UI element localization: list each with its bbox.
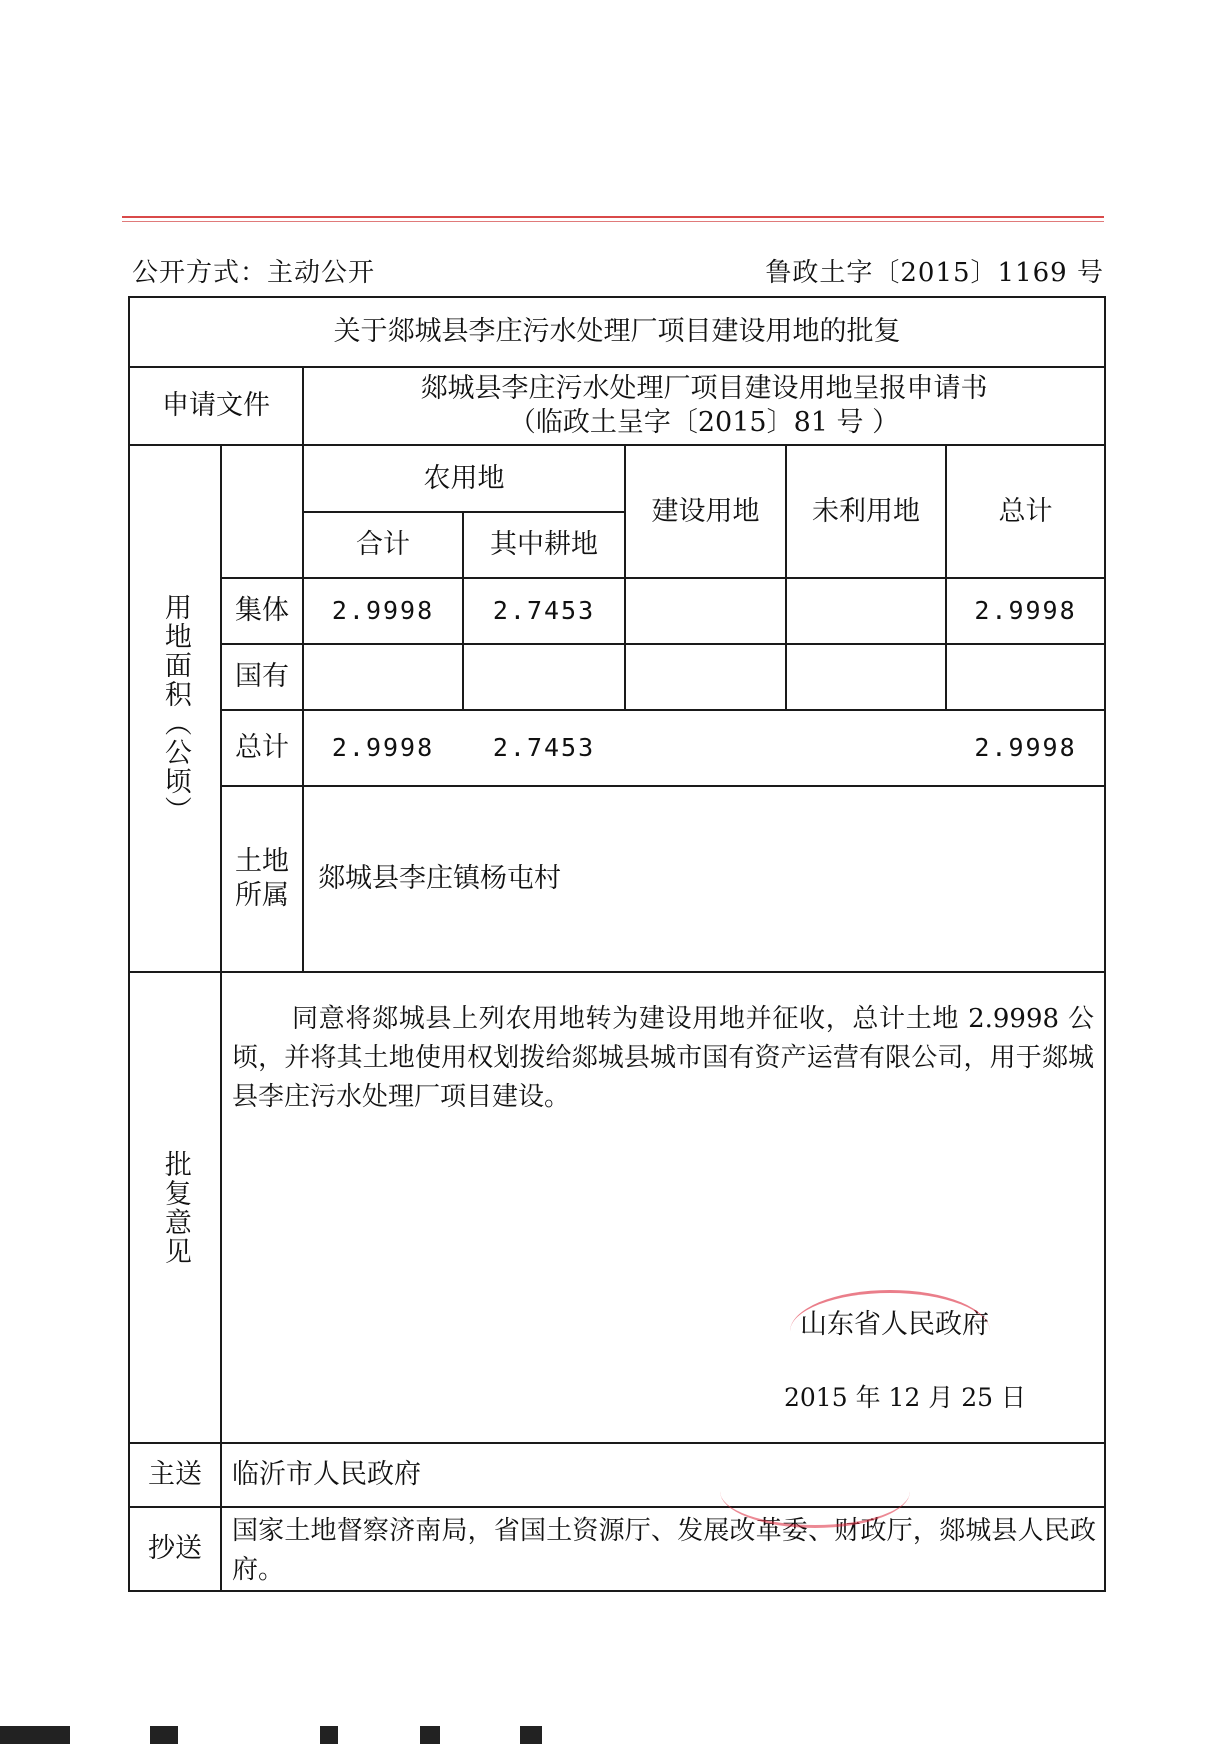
row-label: 集体 bbox=[235, 595, 289, 627]
col-farmland: 其中耕地 bbox=[490, 529, 598, 561]
cell-construction bbox=[626, 645, 785, 709]
col-agri-subtotal: 合计 bbox=[356, 529, 410, 561]
col-construction-land: 建设用地 bbox=[651, 495, 760, 527]
header-red-rule-thin bbox=[122, 221, 1104, 222]
opinion-label: 批复意见 bbox=[159, 1149, 191, 1266]
official-seal-stamp bbox=[790, 1290, 990, 1373]
copy-to-value: 国家土地督察济南局，省国土资源厅、发展改革委、财政厅，郯城县人民政府。 bbox=[232, 1516, 1096, 1585]
application-number: （临政土呈字〔2015〕81 号 ） bbox=[508, 407, 900, 438]
land-area-side-label bbox=[130, 446, 220, 971]
cell-construction bbox=[626, 711, 785, 785]
cell-total bbox=[947, 645, 1104, 709]
application-label: 申请文件 bbox=[162, 390, 270, 422]
cell-total: 2.9998 bbox=[974, 733, 1077, 763]
cell-unused bbox=[787, 579, 945, 643]
signer: 山东省人民政府 bbox=[800, 1309, 989, 1340]
cell-farmland bbox=[464, 645, 624, 709]
disclosure-method: 公开方式：主动公开 bbox=[132, 258, 376, 288]
document-number: 鲁政土字〔2015〕1169 号 bbox=[765, 258, 1104, 288]
col-agricultural-land: 农用地 bbox=[423, 462, 505, 494]
ownership-label bbox=[222, 787, 302, 971]
document-title: 关于郯城县李庄污水处理厂项目建设用地的批复 bbox=[333, 316, 901, 348]
scan-mark bbox=[320, 1726, 338, 1744]
scan-mark bbox=[150, 1726, 178, 1744]
cell-agri-total: 2.9998 bbox=[331, 596, 435, 626]
cell-agri-total bbox=[304, 645, 462, 709]
application-document bbox=[304, 368, 1104, 444]
cell-farmland: 2.7453 bbox=[492, 596, 596, 626]
ownership-label-line1: 土地 bbox=[235, 846, 289, 878]
cell-construction bbox=[626, 579, 785, 643]
cell-total: 2.9998 bbox=[974, 596, 1077, 626]
application-title: 郯城县李庄污水处理厂项目建设用地呈报申请书 bbox=[420, 373, 988, 405]
cell-farmland: 2.7453 bbox=[492, 733, 596, 763]
cell-unused bbox=[787, 711, 945, 785]
send-to-label: 主送 bbox=[148, 1459, 202, 1491]
scan-mark bbox=[520, 1726, 542, 1744]
opinion-text: 同意将郯城县上列农用地转为建设用地并征收，总计土地 2.9998 公顷，并将其土地使用权划拨给郯城县城市国有资产运营有限公司，用于郯城县李庄污水处理厂项目建设。 bbox=[232, 1004, 1094, 1112]
ownership-label-line2: 所属 bbox=[235, 880, 289, 911]
scan-mark bbox=[0, 1726, 70, 1744]
send-to-value: 临沂市人民政府 bbox=[232, 1459, 421, 1491]
approval-date: 2015 年 12 月 25 日 bbox=[784, 1383, 1026, 1412]
copy-to-label: 抄送 bbox=[148, 1533, 202, 1565]
col-total: 总计 bbox=[998, 495, 1053, 527]
row-label: 总计 bbox=[235, 732, 289, 764]
seal-stamp-fragment bbox=[720, 1455, 910, 1528]
cell-agri-total: 2.9998 bbox=[331, 733, 435, 763]
opinion-side-label bbox=[130, 973, 220, 1442]
header-red-rule bbox=[122, 216, 1104, 218]
land-area-label: 用地面积（公顷） bbox=[159, 592, 191, 825]
cell-unused bbox=[787, 645, 945, 709]
ownership-value: 郯城县李庄镇杨屯村 bbox=[318, 863, 561, 895]
row-label: 国有 bbox=[235, 661, 289, 693]
scan-mark bbox=[420, 1726, 440, 1744]
col-unused-land: 未利用地 bbox=[812, 495, 920, 527]
